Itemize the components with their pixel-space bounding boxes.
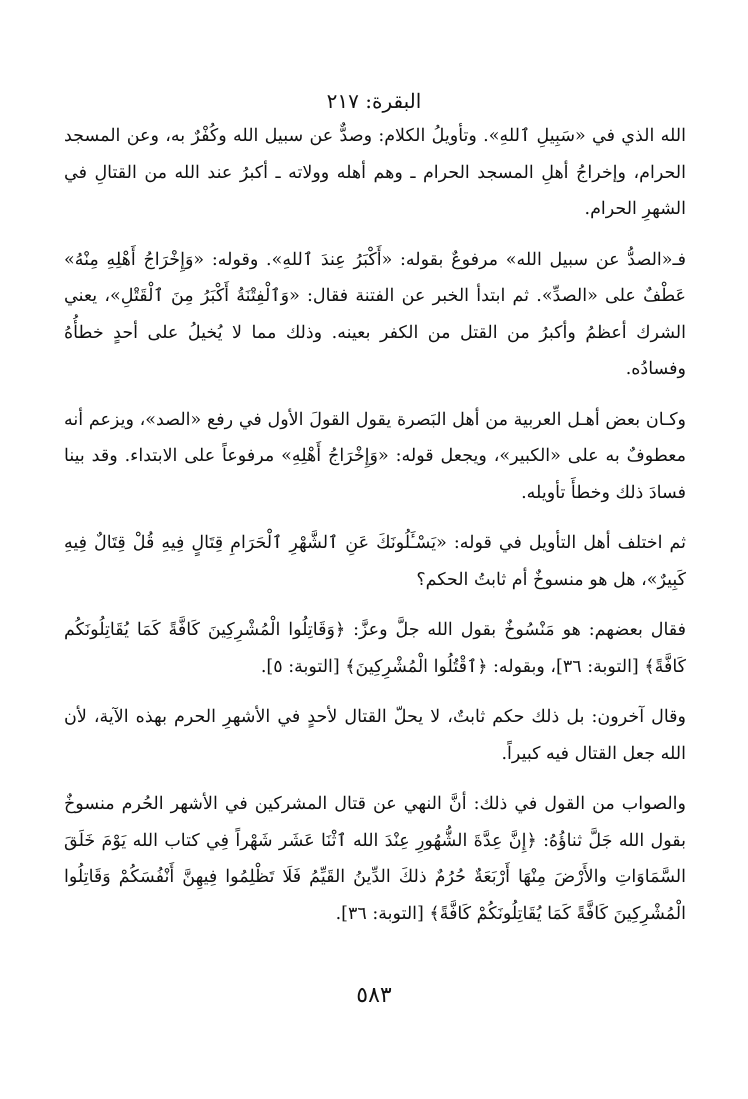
running-header: البقرة: ٢١٧ xyxy=(326,89,422,113)
paragraph-6: وقال آخرون: بل ذلك حكم ثابتٌ، لا يحلّ القتال لأحدٍ في الأشهرِ الحرم بهذه الآية، لأن الله جعل القتال فيه كبيراً. xyxy=(64,707,686,764)
paragraph-5: فقال بعضهم: هو مَنْسُوخٌ بقول الله جلَّ وعزَّ: ﴿وَقَاتِلُوا الْمُشْرِكِينَ كَافَّةً كَمَا يُقَاتِلُونَكُم كَافَّةً﴾ [التوبة: ٣٦]، وبقوله: ﴿ٱقْتُلُوا الْمُشْرِكِينَ﴾ [التوبة: ٥]. xyxy=(64,620,686,677)
paragraph-3: وكـان بعض أهـل العربية من أهل البَصرة يقول القولَ الأول في رفع «الصد»، ويزعم أنه معطوفٌ به على «الكبير»، ويجعل قوله: «وَإِخْرَاجُ أَهْلِهِ» مرفوعاً على الابتداء. وقد بينا فسادَ ذلك وخطأَ تأويله. xyxy=(64,409,686,503)
paragraph-2: فـ«الصدُّ عن سبيل الله» مرفوعٌ بقوله: «أَكْبَرُ عِندَ ٱللهِ». وقوله: «وَإِخْرَاجُ أَهْلِهِ مِنْهُ» عَطْفٌ على «الصدِّ». ثم ابتدأ الخبر عن الفتنة فقال: «وَٱلْفِتْنَةُ أَكْبَرُ مِنَ ٱلْقَتْلِ»، يعني الشرك أعظمُ وأكبرُ من القتل من الكفر بعينه. وذلك مما لا يُخيلُ على أحدٍ خطأُهُ وفسادُه. xyxy=(64,249,686,379)
paragraph-4: ثم اختلف أهل التأويل في قوله: «يَسْـَٔلُونَكَ عَنِ ٱلشَّهْرِ ٱلْحَرَامِ قِتَالٍ فِيهِ قُلْ قِتَالٌ فِيهِ كَبِيرٌ»، هل هو منسوخٌ أم ثابتُ الحكم؟ xyxy=(64,533,686,590)
paragraph-7: والصواب من القول في ذلك: أنَّ النهي عن قتال المشركين في الأشهر الحُرم منسوخٌ بقول الله جَلَّ ثناؤُهُ: ﴿إِنَّ عِدَّةَ الشُّهُورِ عِنْدَ الله ٱثْنَا عَشَر شَهْراً فِي كتاب الله يَوْمَ خَلَقَ السَّمَاوَاتِ والأَرْضَ مِنْهَا أَرْبَعَةٌ حُرُمٌ ذلكَ الدِّينُ القَيِّمُ فَلَا تَظْلِمُوا فِيهِنَّ أَنْفُسَكُمْ وَقَاتِلُوا الْمُشْرِكِينَ كَافَّةً كَمَا يُقَاتِلُونَكُمْ كَافَّةً﴾ [التوبة: ٣٦]. xyxy=(64,794,686,924)
page-number: ٥٨٣ xyxy=(356,983,392,1008)
page-body xyxy=(64,118,686,932)
paragraph-1: الله الذي في «سَبِيلِ ٱللهِ». وتأويلُ الكلام: وصدٌّ عن سبيل الله وكُفْرٌ به، وعن المسجد الحرام، وإخراجُ أهلِ المسجد الحرام ـ وهم أهله وولاته ـ أكبرُ عند الله من القتالِ في الشهرِ الحرام. xyxy=(64,126,686,219)
